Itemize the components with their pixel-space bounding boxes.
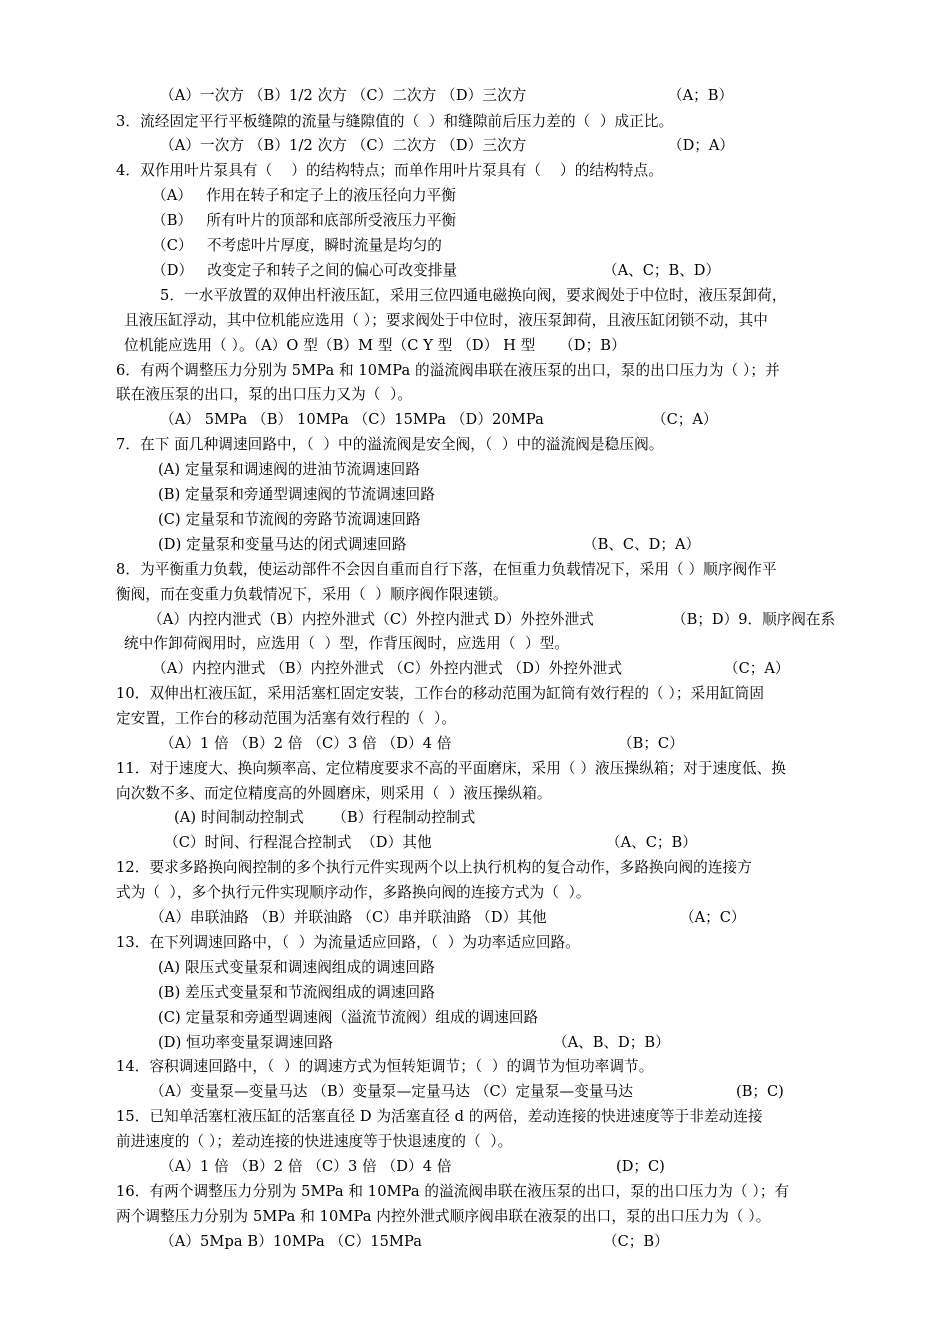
option-line: (C) 定量泵和旁通型调速阀（溢流节流阀）组成的调速回路	[158, 1009, 539, 1026]
answer-key: （A；B）	[668, 87, 734, 104]
option-line: (A) 定量泵和调速阀的进油节流调速回路	[158, 461, 421, 478]
text-line: 向次数不多、而定位精度高的外圆磨床，则采用（ ）液压操纵箱。	[116, 785, 552, 802]
option-line: （A） 作用在转子和定子上的液压径向力平衡	[152, 187, 457, 204]
option-line: （A）5Mpa B）10MPa （C）15MPa	[160, 1233, 423, 1250]
answer-key: （A、B、D；B）	[553, 1034, 670, 1051]
question-8: 8．为平衡重力负载，使运动部件不会因自重而自行下落，在恒重力负载情况下，采用（ ）顺序阀作平	[116, 561, 777, 578]
question-9: 统中作卸荷阀用时，应选用（ ）型，作背压阀时，应选用（ ）型。	[124, 635, 570, 652]
text-line: 且液压缸浮动，其中位机能应选用（ ）；要求阀处于中位时，液压泵卸荷，且液压缸闭锁不动，其中	[124, 312, 768, 329]
option-line: (D) 恒功率变量泵调速回路	[158, 1034, 334, 1051]
answer-key: （A；C）	[680, 909, 746, 926]
option-line: (B) 定量泵和旁通型调速阀的节流调速回路	[158, 486, 435, 503]
option-line: （A）1 倍 （B）2 倍 （C）3 倍 （D）4 倍	[160, 1158, 452, 1175]
option-line: （A）串联油路 （B）并联油路 （C）串并联油路 （D）其他	[150, 909, 547, 926]
text-line: 式为（ ），多个执行元件实现顺序动作，多路换向阀的连接方式为（ ）。	[116, 884, 591, 901]
option-line: (B) 差压式变量泵和节流阀组成的调速回路	[158, 984, 435, 1001]
option-line: （C）时间、行程混合控制式 （D）其他	[164, 834, 432, 851]
text-line: （A）一次方 （B）1/2 次方 （C）二次方 （D）三次方	[160, 87, 527, 104]
option-line: (A) 限压式变量泵和调速阀组成的调速回路	[158, 959, 435, 976]
question-7: 7．在下 面几种调速回路中，（ ）中的溢流阀是安全阀，（ ）中的溢流阀是稳压阀。	[116, 436, 664, 453]
question-10: 10．双伸出杠液压缸，采用活塞杠固定安装，工作台的移动范围为缸筒有效行程的（ ）；采用缸筒固	[116, 685, 765, 702]
question-11: 11．对于速度大、换向频率高、定位精度要求不高的平面磨床，采用（ ）液压操纵箱；对于速度低、换	[116, 760, 787, 777]
text-line: 联在液压泵的出口，泵的出口压力又为（ ）。	[116, 386, 413, 403]
answer-key: （C；A）	[652, 411, 718, 428]
question-6: 6．有两个调整压力分别为 5MPa 和 10MPa 的溢流阀串联在液压泵的出口，泵的出口压力为（ ）；并	[116, 362, 780, 379]
answer-key: (B；C)	[736, 1083, 784, 1100]
option-line: (C) 定量泵和节流阀的旁路节流调速回路	[158, 511, 421, 528]
option-line: （A） 5MPa （B） 10MPa （C）15MPa （D）20MPa	[160, 411, 544, 428]
option-line: （A）1 倍 （B）2 倍 （C）3 倍 （D）4 倍	[160, 735, 452, 752]
option-line: （A）内控内泄式（B）内控外泄式（C）外控内泄式 D）外控外泄式	[148, 611, 595, 628]
option-line: （A）内控内泄式 （B）内控外泄式 （C）外控内泄式 （D）外控外泄式	[152, 660, 623, 677]
answer-key: （D；A）	[668, 137, 735, 154]
option-line: (A) 时间制动控制式 （B）行程制动控制式	[174, 809, 476, 826]
option-line: （A）变量泵—变量马达 （B）变量泵—定量马达 （C）定量泵—变量马达	[150, 1083, 634, 1100]
question-5: 5．一水平放置的双伸出杆液压缸，采用三位四通电磁换向阀，要求阀处于中位时，液压泵卸荷，	[160, 287, 787, 304]
answer-key: (D；C)	[616, 1158, 665, 1175]
text-line: （A）一次方 （B）1/2 次方 （C）二次方 （D）三次方	[160, 137, 527, 154]
question-12: 12．要求多路换向阀控制的多个执行元件实现两个以上执行机构的复合动作，多路换向阀的连接方	[116, 859, 752, 876]
question-13: 13．在下列调速回路中，（ ）为流量适应回路，（ ）为功率适应回路。	[116, 934, 580, 951]
text-line: 位机能应选用（ ）。（A）O 型（B）M 型（C Y 型 （D） H 型 （D；B）	[124, 337, 626, 354]
answer-key: （C；B）	[603, 1233, 669, 1250]
option-line: （B） 所有叶片的顶部和底部所受液压力平衡	[152, 212, 457, 229]
answer-key: （A、C；B、D）	[603, 262, 721, 279]
answer-key: （A、C；B）	[606, 834, 697, 851]
text-line: 两个调整压力分别为 5MPa 和 10MPa 内控外泄式顺序阀串联在液泵的出口，泵的出口压力为（ ）。	[116, 1208, 771, 1225]
text-line: 衡阀，而在变重力负载情况下，采用（ ）顺序阀作限速锁。	[116, 586, 508, 603]
option-line: (D) 定量泵和变量马达的闭式调速回路	[158, 536, 407, 553]
question-3: 3．流经固定平行平板缝隙的流量与缝隙值的（ ）和缝隙前后压力差的（ ）成正比。	[116, 113, 674, 130]
answer-key: （B；C）	[618, 735, 684, 752]
option-line: （D） 改变定子和转子之间的偏心可改变排量	[152, 262, 458, 279]
answer-key: （B、C、D；A）	[583, 536, 701, 553]
question-4: 4．双作用叶片泵具有（ ）的结构特点；而单作用叶片泵具有（ ）的结构特点。	[116, 162, 663, 179]
option-line: （C） 不考虑叶片厚度，瞬时流量是均匀的	[152, 237, 442, 254]
answer-key: （B；D）9．顺序阀在系	[672, 611, 836, 628]
question-14: 14．容积调速回路中，（ ）的调速方式为恒转矩调节；（ ）的调节为恒功率调节。	[116, 1058, 654, 1075]
question-16: 16．有两个调整压力分别为 5MPa 和 10MPa 的溢流阀串联在液压泵的出口，泵的出口压力为（ ）；有	[116, 1183, 790, 1200]
text-line: 定安置，工作台的移动范围为活塞有效行程的（ ）。	[116, 710, 457, 727]
question-15: 15．已知单活塞杠液压缸的活塞直径 D 为活塞直径 d 的两倍，差动连接的快进速度等于非差动连接	[116, 1108, 763, 1125]
text-line: 前进速度的（ ）；差动连接的快进速度等于快退速度的（ ）。	[116, 1133, 513, 1150]
answer-key: （C；A）	[724, 660, 790, 677]
